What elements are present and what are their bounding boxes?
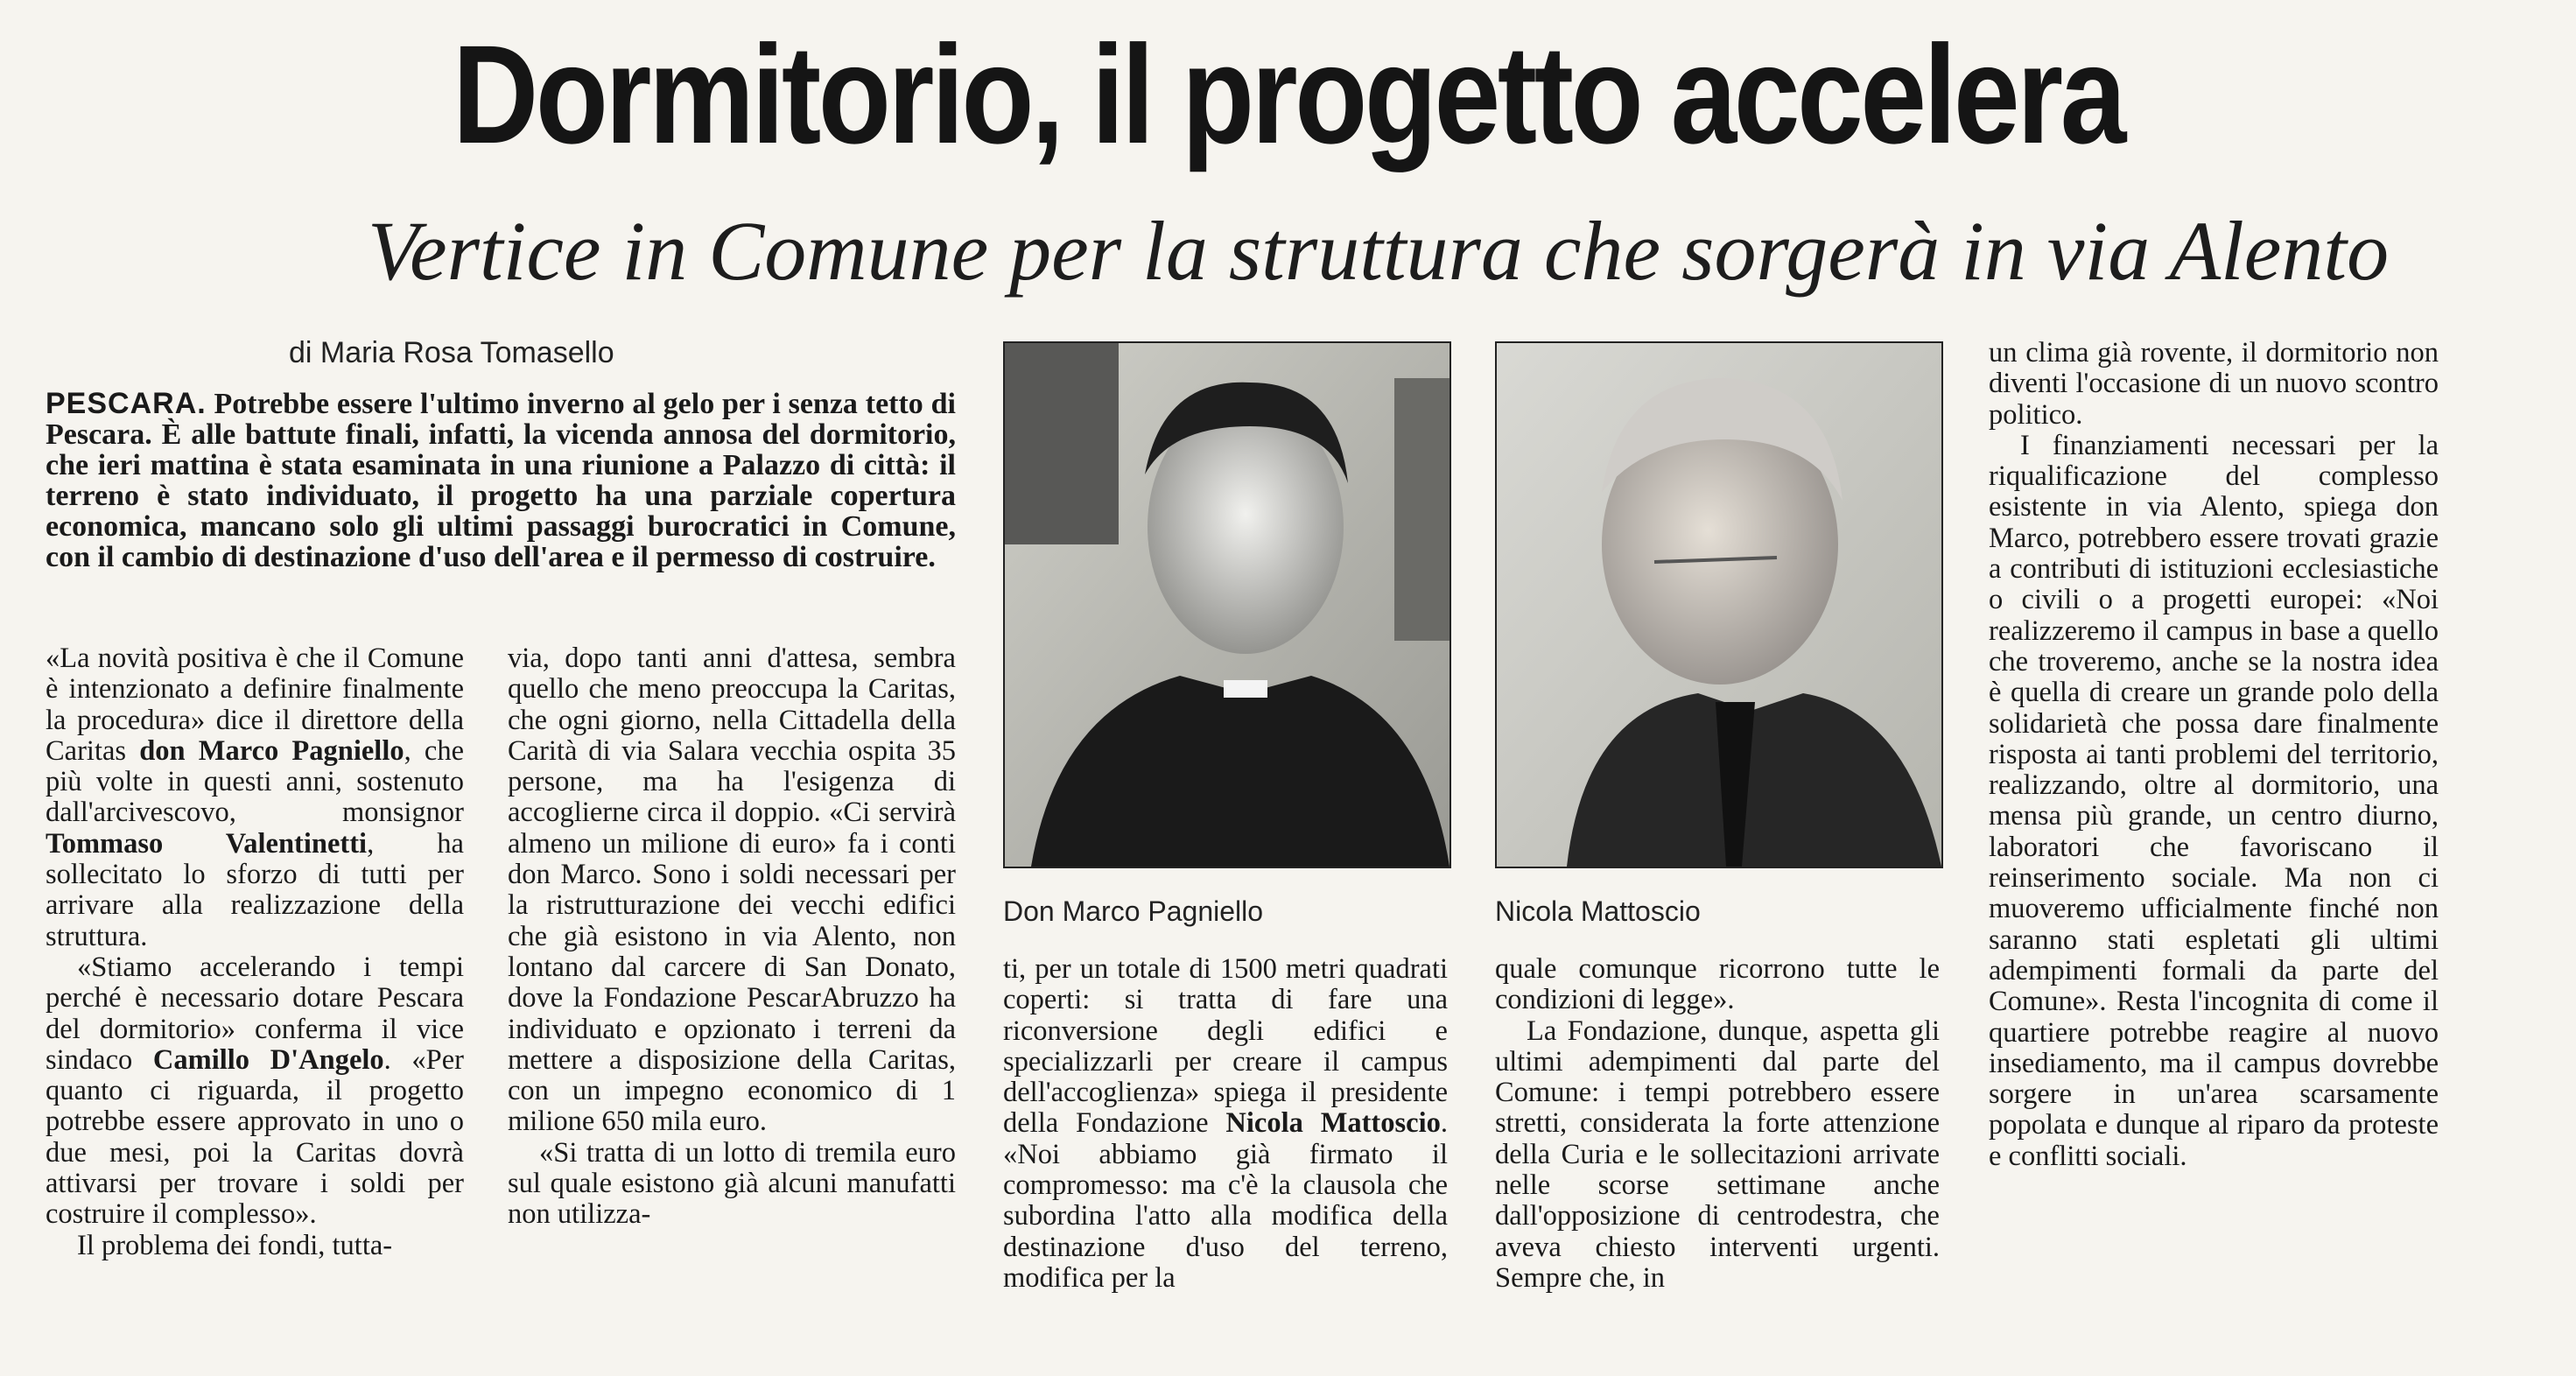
lead-text: Potrebbe essere l'ultimo inverno al gelo per i senza tetto di Pescara. È alle battute finali, infatti, la vicenda annosa del dormitorio, che ieri mattina è stata esaminata in una riunione a Palazzo di città: il terreno è stato individuato, il progetto ha una parziale copertura economica, mancano solo gli ultimi passaggi burocratici in Comune, con il cambio di destinazione d'uso dell'area e il permesso di costruire. bbox=[46, 388, 956, 573]
photo-nicola-mattoscio bbox=[1495, 341, 1943, 868]
paragraph: quale comunque ricorrono tutte le condizioni di legge». bbox=[1495, 953, 1940, 1016]
paragraph: I finanziamenti necessari per la riqualificazione del complesso esistente in via Alento, spiega don Marco, potrebbero essere trovati grazie a contributi di istituzioni ecclesiastiche o civili o a progetti europei: «Noi realizzeremo il campus in base a quello che troveremo, anche se la nostra idea è quella di creare un grande polo della solidarietà che possa dare finalmente risposta ai tanti problemi del territorio, realizzando, oltre al dormitorio, una mensa più grande, un centro diurno, laboratori che favoriscano il reinserimento sociale. Ma non ci muoveremo ufficialmente finché non saranno stati espletati gli ultimi adempimenti formali da parte del Comune». Resta l'incognita di come il quartiere potrebbe reagire al nuovo insediamento, ma il campus dovrebbe sorgere in un'area scarsamente popolata e dunque al riparo da proteste e conflitti sociali. bbox=[1989, 429, 2439, 1172]
portrait-image bbox=[1005, 343, 1449, 867]
headline: Dormitorio, il progetto accelera bbox=[453, 16, 2123, 172]
text-run: . «Per quanto ci riguarda, il progetto potrebbe essere approvato in uno o due mesi, poi la Caritas dovrà attivarsi per trovare i soldi per costruire il complesso». bbox=[46, 1043, 464, 1231]
caption-photo-2: Nicola Mattoscio bbox=[1495, 895, 1701, 927]
text-run: , ha sollecitato lo sforzo di tutti per arrivare alla realizzazione della struttura. bbox=[46, 827, 464, 952]
article-column-4 bbox=[1495, 954, 1940, 1294]
paragraph: «Si tratta di un lotto di tremila euro sul quale esistono già alcuni manufatti non utilizza- bbox=[508, 1136, 956, 1231]
name-tommaso-valentinetti: Tommaso Valentinetti bbox=[46, 827, 368, 860]
byline: di Maria Rosa Tomasello bbox=[289, 336, 614, 369]
text-run: . «Noi abbiamo già firmato il compromesso: ma c'è la clausola che subordina l'atto alla modifica della destinazione d'uso del terreno, modifica per la bbox=[1003, 1107, 1448, 1294]
article-column-1 bbox=[46, 643, 464, 1261]
paragraph: La Fondazione, dunque, aspetta gli ultimi adempimenti dal parte del Comune: i tempi potrebbero essere stretti, considerata la forte attenzione della Curia e le sollecitazioni arrivate nelle scorse settimane anche dall'opposizione di centrodestra, che aveva chiesto interventi urgenti. Sempre che, in bbox=[1495, 1014, 1940, 1294]
paragraph: via, dopo tanti anni d'attesa, sembra quello che meno preoccupa la Caritas, che ogni giorno, nella Cittadella della Carità di via Salara vecchia ospita 35 persone, ma ha l'esigenza di accoglierne circa il doppio. «Ci servirà almeno un milione di euro» fa i conti don Marco. Sono i soldi necessari per la ristrutturazione dei vecchi edifici che già esistono in via Alento, non lontano dal carcere di San Donato, dove la Fondazione PescarAbruzzo ha individuato e opzionato i terreni da mettere a disposizione della Caritas, con un impegno economico di 1 milione 650 mila euro. bbox=[508, 642, 956, 1138]
article-column-5 bbox=[1989, 338, 2439, 1172]
caption-photo-1: Don Marco Pagniello bbox=[1003, 895, 1264, 927]
paragraph bbox=[1003, 954, 1448, 1294]
name-nicola-mattoscio: Nicola Mattoscio bbox=[1225, 1107, 1441, 1140]
subhead: Vertice in Comune per la struttura che sorgerà in via Alento bbox=[368, 204, 2390, 298]
dateline: PESCARA. bbox=[46, 387, 207, 420]
article-column-2 bbox=[508, 643, 956, 1231]
portrait-image bbox=[1497, 343, 1941, 867]
photo-don-marco-pagniello bbox=[1003, 341, 1451, 868]
paragraph bbox=[46, 952, 464, 1231]
lead-paragraph bbox=[46, 389, 956, 572]
article-column-3 bbox=[1003, 954, 1448, 1294]
text-run: ti, per un totale di 1500 metri quadrati coperti: si tratta di fare una riconversione degli edifici e specializzarli per creare il campus dell'accoglienza» spiega il presidente della Fondazione bbox=[1003, 953, 1448, 1140]
text-run: , che più volte in questi anni, sostenuto dall'arcivescovo, monsignor bbox=[46, 734, 465, 829]
text-run: «Stiamo accelerando i tempi perché è necessario dotare Pescara del dormitorio» conferma il vice sindaco bbox=[46, 951, 464, 1076]
text-run: «La novità positiva è che il Comune è intenzionato a definire finalmente la procedura» dice il direttore della Caritas bbox=[46, 642, 464, 767]
paragraph bbox=[46, 643, 464, 952]
name-camillo-dangelo: Camillo D'Angelo bbox=[152, 1043, 384, 1076]
paragraph: un clima già rovente, il dormitorio non diventi l'occasione di un nuovo scontro politico. bbox=[1989, 337, 2439, 431]
name-don-marco-pagniello: don Marco Pagniello bbox=[139, 734, 404, 767]
paragraph: Il problema dei fondi, tutta- bbox=[77, 1229, 393, 1261]
